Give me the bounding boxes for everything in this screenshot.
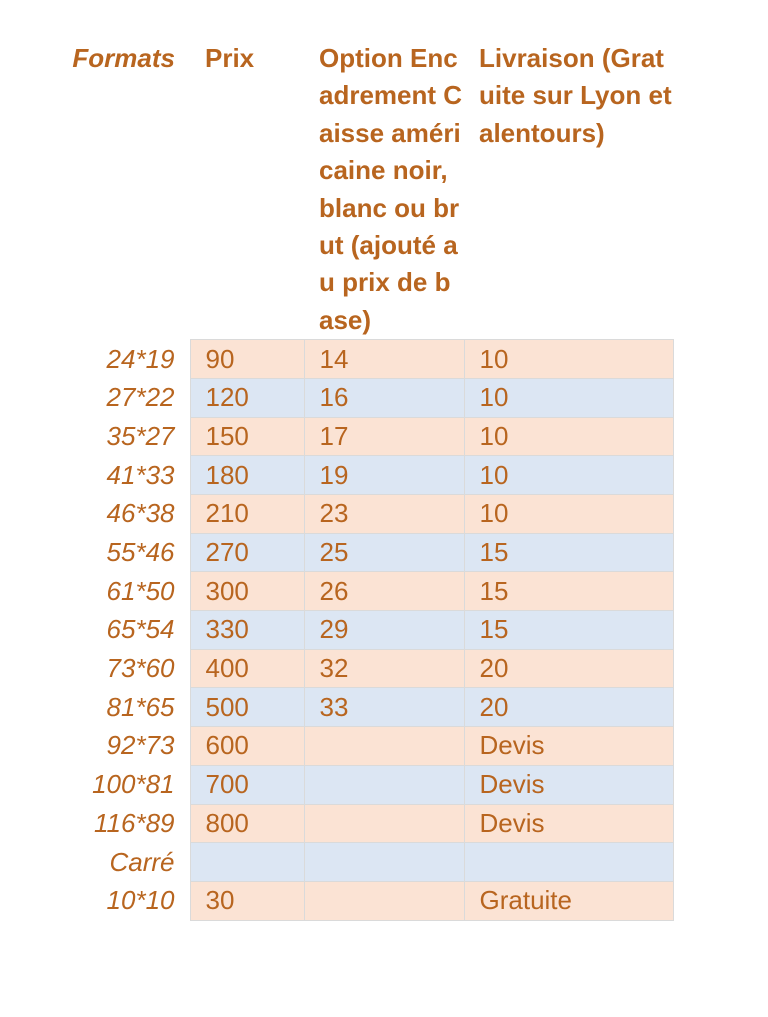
livraison-cell: 10 <box>464 456 673 495</box>
prix-cell: 400 <box>190 649 304 688</box>
header-prix: Prix <box>190 40 304 340</box>
livraison-cell: 15 <box>464 611 673 650</box>
format-cell: 10*10 <box>0 881 190 920</box>
prix-cell: 500 <box>190 688 304 727</box>
livraison-cell: Devis <box>464 765 673 804</box>
prix-cell: 270 <box>190 533 304 572</box>
table-row <box>0 804 673 843</box>
header-livraison: Livraison (Gratuite sur Lyon et alentours) <box>464 40 673 340</box>
table-row <box>0 649 673 688</box>
prix-cell: 120 <box>190 378 304 417</box>
option-cell: 14 <box>304 340 464 379</box>
table-row <box>0 881 673 920</box>
prix-cell: 700 <box>190 765 304 804</box>
price-table-body <box>0 340 673 920</box>
option-cell: 16 <box>304 378 464 417</box>
option-cell: 33 <box>304 688 464 727</box>
livraison-cell: 15 <box>464 533 673 572</box>
livraison-cell <box>464 843 673 882</box>
table-row <box>0 572 673 611</box>
option-cell <box>304 804 464 843</box>
header-option: Option Encadrement Caisse américaine noir, blanc ou brut (ajouté au prix de base) <box>304 40 464 340</box>
prix-cell: 210 <box>190 495 304 534</box>
option-cell: 17 <box>304 417 464 456</box>
livraison-cell: 10 <box>464 495 673 534</box>
table-row <box>0 417 673 456</box>
prix-cell: 90 <box>190 340 304 379</box>
prix-cell: 800 <box>190 804 304 843</box>
option-cell: 19 <box>304 456 464 495</box>
format-cell: 73*60 <box>0 649 190 688</box>
option-cell: 26 <box>304 572 464 611</box>
livraison-cell: 20 <box>464 649 673 688</box>
prix-cell: 30 <box>190 881 304 920</box>
prix-cell: 150 <box>190 417 304 456</box>
livraison-cell: 10 <box>464 340 673 379</box>
option-cell <box>304 843 464 882</box>
table-row <box>0 378 673 417</box>
header-formats: Formats <box>0 40 190 340</box>
table-row <box>0 727 673 766</box>
format-cell: 81*65 <box>0 688 190 727</box>
option-cell: 23 <box>304 495 464 534</box>
livraison-cell: 10 <box>464 378 673 417</box>
option-cell: 25 <box>304 533 464 572</box>
format-cell: 116*89 <box>0 804 190 843</box>
header-row <box>0 40 673 340</box>
format-cell: 61*50 <box>0 572 190 611</box>
format-cell: Carré <box>0 843 190 882</box>
format-cell: 35*27 <box>0 417 190 456</box>
table-row <box>0 611 673 650</box>
format-cell: 41*33 <box>0 456 190 495</box>
format-cell: 24*19 <box>0 340 190 379</box>
prix-cell: 330 <box>190 611 304 650</box>
livraison-cell: 20 <box>464 688 673 727</box>
option-cell <box>304 727 464 766</box>
table-row <box>0 688 673 727</box>
format-cell: 55*46 <box>0 533 190 572</box>
format-cell: 27*22 <box>0 378 190 417</box>
price-table <box>0 40 674 921</box>
table-row <box>0 340 673 379</box>
table-row <box>0 533 673 572</box>
table-row <box>0 495 673 534</box>
format-cell: 92*73 <box>0 727 190 766</box>
table-row <box>0 765 673 804</box>
option-cell: 32 <box>304 649 464 688</box>
option-cell <box>304 881 464 920</box>
livraison-cell: Devis <box>464 804 673 843</box>
prix-cell: 180 <box>190 456 304 495</box>
livraison-cell: 15 <box>464 572 673 611</box>
prix-cell: 300 <box>190 572 304 611</box>
prix-cell <box>190 843 304 882</box>
format-cell: 46*38 <box>0 495 190 534</box>
option-cell: 29 <box>304 611 464 650</box>
format-cell: 65*54 <box>0 611 190 650</box>
table-row <box>0 456 673 495</box>
table-row <box>0 843 673 882</box>
livraison-cell: Gratuite <box>464 881 673 920</box>
livraison-cell: Devis <box>464 727 673 766</box>
format-cell: 100*81 <box>0 765 190 804</box>
livraison-cell: 10 <box>464 417 673 456</box>
prix-cell: 600 <box>190 727 304 766</box>
option-cell <box>304 765 464 804</box>
